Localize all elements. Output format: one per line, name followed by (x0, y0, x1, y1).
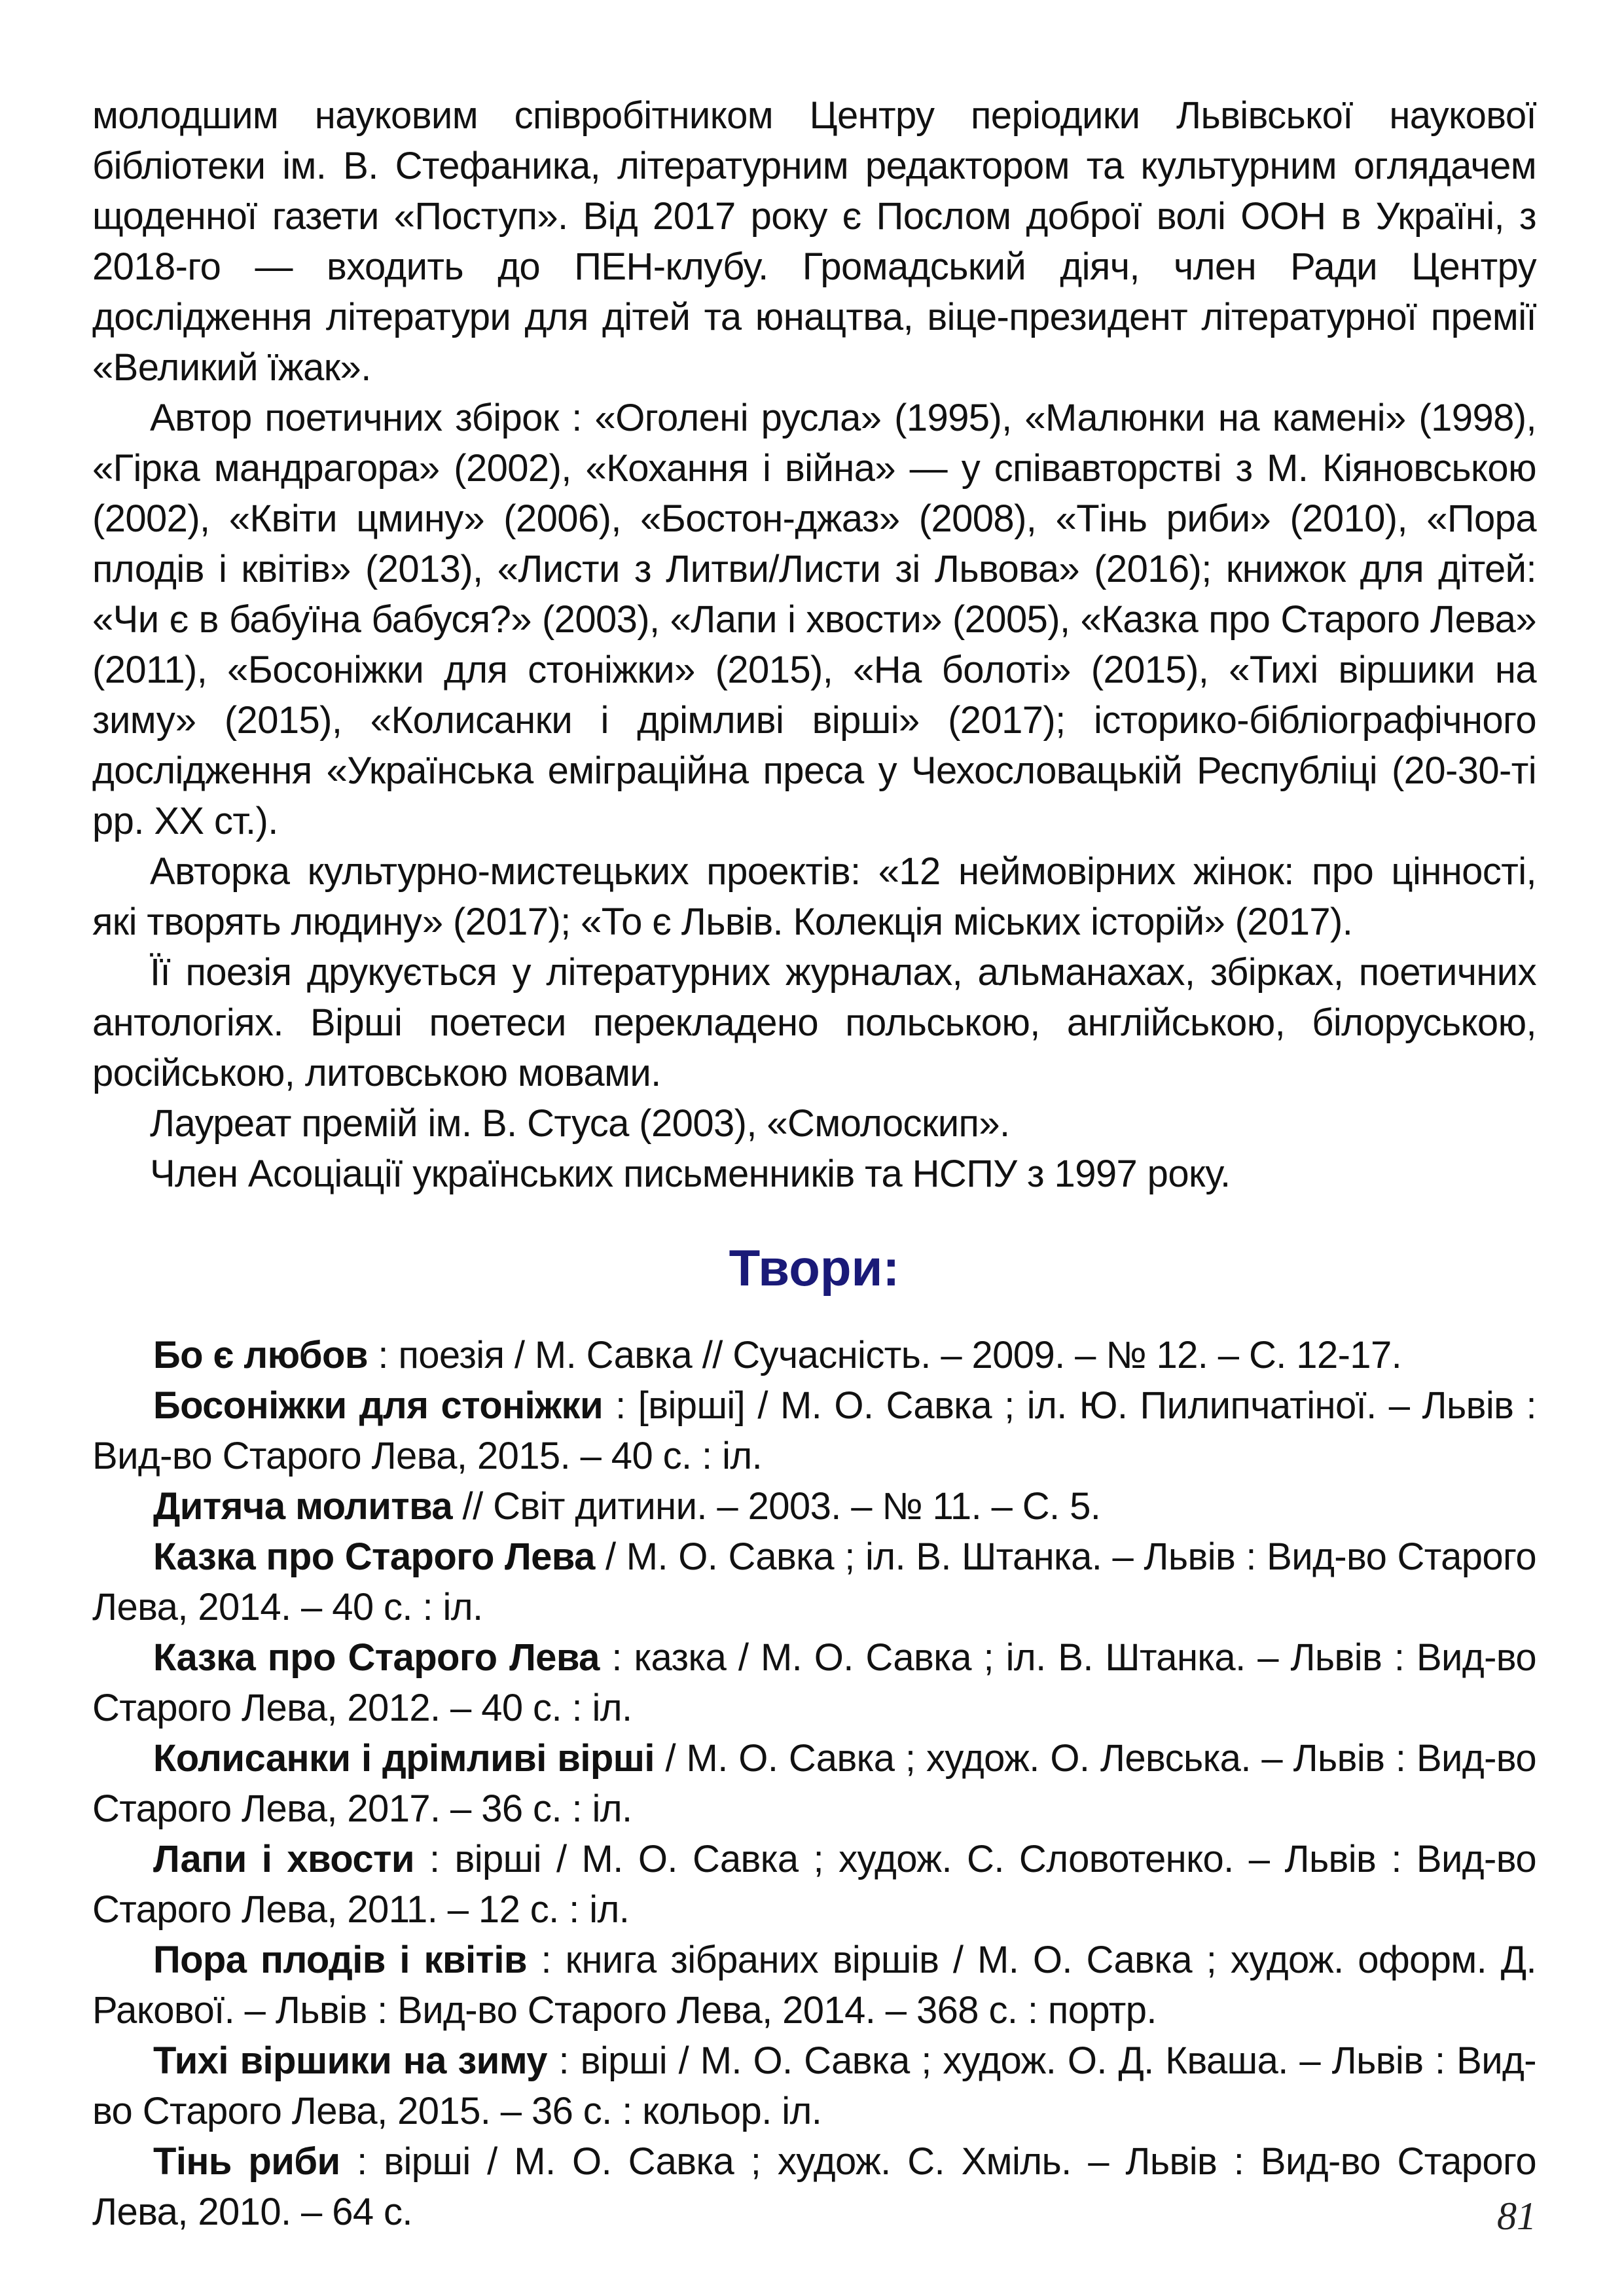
works-entry (92, 1330, 1536, 1380)
bio-paragraph-5: Лауреат премій ім. В. Стуса (2003), «Смолоскип». (150, 1102, 1010, 1145)
entry-title: Тінь риби (153, 2140, 340, 2183)
works-heading: Твори: (729, 1239, 900, 1297)
entry-details: : поезія / М. Савка // Сучасність. – 2009. – № 12. – С. 12-17. (367, 1334, 1402, 1376)
entry-title: Дитяча молитва (153, 1485, 453, 1528)
entry-details: : казка / М. О. Савка ; іл. В. Штанка. – Львів : Вид-во Старого Лева, 2012. – 40 с. : іл. (92, 1636, 1536, 1729)
entry-details: / М. О. Савка ; іл. В. Штанка. – Львів : Вид-во Старого Лева, 2014. – 40 с. : іл. (92, 1535, 1536, 1628)
entry-title: Босоніжки для стоніжки (153, 1384, 604, 1427)
entry-details: : вірші / М. О. Савка ; худож. О. Д. Кваша. – Львів : Вид-во Старого Лева, 2015. – 36 с. : кольор. іл. (92, 2039, 1536, 2132)
bio-paragraph-1: молодшим науковим співробітником Центру періодики Львівської наукової бібліотеки ім. В. Стефаника, літературним редактором та культурним оглядачем щоденної газети «Поступ». Від 2017 року є Послом доброї волі ООН в Україні, з 2018-го — входить до ПЕН-клубу. Громадський діяч, член Ради Центру дослідження літератури для дітей та юнацтва, віце-президент літературної премії «Великий їжак». (92, 94, 1536, 389)
entry-title: Пора плодів і квітів (153, 1939, 527, 1981)
entry-details: : вірші / М. О. Савка ; худож. С. Словотенко. – Львів : Вид-во Старого Лева, 2011. – 12 с. : іл. (92, 1838, 1536, 1931)
works-entry (92, 2136, 1536, 2237)
works-list (92, 1330, 1536, 2237)
entry-details: // Світ дитини. – 2003. – № 11. – С. 5. (452, 1485, 1101, 1528)
bio-paragraph-4: Її поезія друкується у літературних журналах, альманахах, збірках, поетичних антологіях. Вірші поетеси перекладено польською, англійською, білоруською, російською, литовською мовами. (92, 951, 1536, 1094)
entry-title: Казка про Старого Лева (153, 1535, 595, 1578)
entry-title: Тихі віршики на зиму (153, 2039, 547, 2082)
entry-details: / М. О. Савка ; худож. О. Левська. – Львів : Вид-во Старого Лева, 2017. – 36 с. : іл. (92, 1737, 1537, 1830)
bio-paragraph-2: Автор поетичних збірок : «Оголені русла» (1995), «Малюнки на камені» (1998), «Гірка мандрагора» (2002), «Кохання і війна» — у співавторстві з М. Кіяновською (2002), «Квіти цмину» (2006), «Бостон-джаз» (2008), «Тінь риби» (2010), «Пора плодів і квітів» (2013), «Листи з Литви/Листи зі Львова» (2016); книжок для дітей: «Чи є в бабуїна бабуся?» (2003), «Лапи і хвости» (2005), «Казка про Старого Лева» (2011), «Босоніжки для стоніжки» (2015), «На болоті» (2015), «Тихі віршики на зиму» (2015), «Колисанки і дрімливі вірші» (2017); історико-бібліографічного дослідження «Українська еміграційна преса у Чехословацькій Республіці (20-30-ті рр. ХХ ст.). (92, 397, 1536, 842)
biography-section (92, 90, 1536, 1199)
works-entry (92, 1935, 1536, 2036)
works-entry (92, 1632, 1536, 1733)
entry-details: : [вірші] / М. О. Савка ; іл. Ю. Пилипчатіної. – Львів : Вид-во Старого Лева, 2015. – 40 с. : іл. (92, 1384, 1536, 1477)
entry-details: : вірші / М. О. Савка ; худож. С. Хміль. – Львів : Вид-во Старого Лева, 2010. – 64 с. (92, 2140, 1536, 2233)
bio-paragraph-6: Член Асоціації українських письменників та НСПУ з 1997 року. (150, 1153, 1231, 1195)
entry-details: : книга зібраних віршів / М. О. Савка ; худож. оформ. Д. Ракової. – Львів : Вид-во Старого Лева, 2014. – 368 с. : портр. (92, 1939, 1536, 2032)
page-number: 81 (1497, 2195, 1536, 2238)
page-content (92, 90, 1536, 2237)
entry-title: Колисанки і дрімливі вірші (153, 1737, 655, 1780)
entry-title: Бо є любов (153, 1334, 368, 1376)
works-entry (92, 1532, 1536, 1632)
works-entry (92, 1834, 1536, 1935)
entry-title: Казка про Старого Лева (153, 1636, 600, 1679)
works-entry (92, 1481, 1536, 1532)
works-entry (92, 1380, 1536, 1481)
bio-paragraph-3: Авторка культурно-мистецьких проектів: «12 неймовірних жінок: про цінності, які творять людину» (2017); «То є Львів. Колекція міських історій» (2017). (92, 850, 1536, 943)
works-entry (92, 1733, 1536, 1834)
works-entry (92, 2036, 1536, 2136)
entry-title: Лапи і хвости (153, 1838, 414, 1880)
